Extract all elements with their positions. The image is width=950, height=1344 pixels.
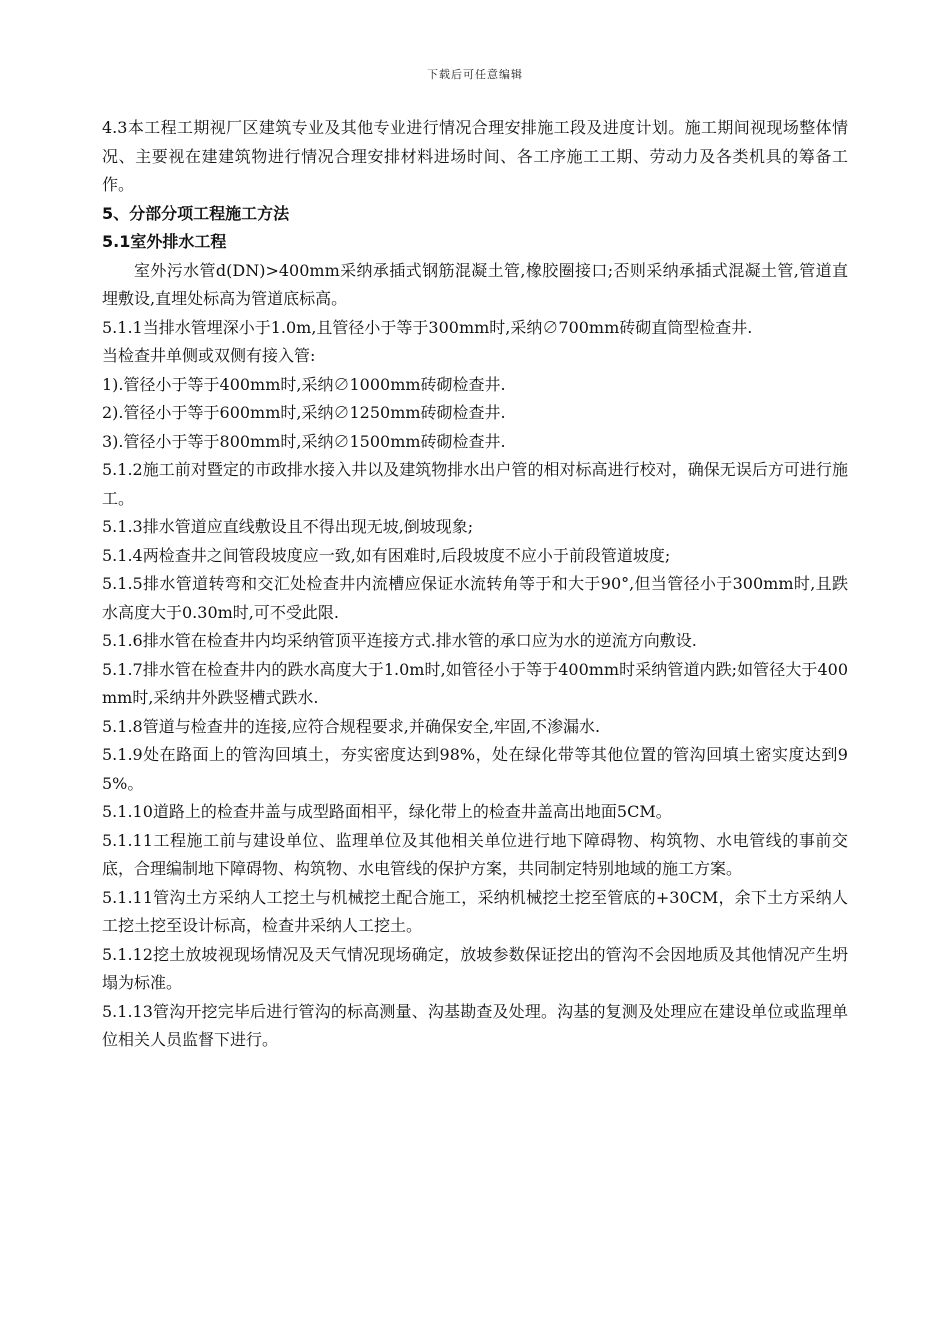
paragraph-5-1-1: 5.1.1当排水管埋深小于1.0m,且管径小于等于300mm时,采纳∅700mm砖砌直筒型检查井.	[102, 317, 753, 337]
paragraph-5-1-6: 5.1.6排水管在检查井内均采纳管顶平连接方式.排水管的承口应为水的逆流方向敷设.	[102, 631, 697, 650]
paragraph-5-1-11-a: 5.1.11工程施工前与建设单位、监理单位及其他相关单位进行地下障碍物、构筑物、水电管线的事前交底，合理编制地下障碍物、构筑物、水电管线的保护方案，共同制定特别地域的施工方案。	[102, 830, 848, 878]
section-heading-5-1: 5.1室外排水工程	[102, 232, 227, 251]
paragraph-5-1-3: 5.1.3排水管道应直线敷设且不得出现无坡,倒坡现象;	[102, 517, 474, 536]
page-header: 下载后可任意编辑	[427, 68, 523, 81]
paragraph-5-1-2: 5.1.2施工前对暨定的市政排水接入井以及建筑物排水出户管的相对标高进行校对，确保无误后方可进行施工。	[102, 460, 848, 508]
paragraph-5-1-8: 5.1.8管道与检查井的连接,应符合规程要求,并确保安全,牢固,不渗漏水.	[102, 716, 601, 736]
paragraph-5-1-13: 5.1.13管沟开挖完毕后进行管沟的标高测量、沟基勘查及处理。沟基的复测及处理应在建设单位或监理单位相关人员监督下进行。	[102, 1001, 848, 1049]
paragraph-5-1-12: 5.1.12挖土放坡视现场情况及天气情况现场确定，放坡参数保证挖出的管沟不会因地质及其他情况产生坍塌为标准。	[102, 944, 848, 992]
paragraph-5-1-7: 5.1.7排水管在检查井内的跌水高度大于1.0m时,如管径小于等于400mm时采纳管道内跌;如管径大于400mm时,采纳井外跌竖槽式跌水.	[102, 659, 848, 707]
section-heading-5: 5、分部分项工程施工方法	[102, 203, 290, 223]
paragraph-5-1-9: 5.1.9处在路面上的管沟回填土，夯实密度达到98%，处在绿化带等其他位置的管沟回填土密实度达到95%。	[102, 745, 848, 793]
paragraph-5-1-10: 5.1.10道路上的检查井盖与成型路面相平，绿化带上的检查井盖高出地面5CM。	[102, 802, 672, 821]
paragraph-5-1-4: 5.1.4两检查井之间管段坡度应一致,如有困难时,后段坡度不应小于前段管道坡度;	[102, 545, 671, 565]
paragraph-5-1-5: 5.1.5排水管道转弯和交汇处检查井内流槽应保证水流转角等于和大于90°,但当管径小于300mm时,且跌水高度大于0.30m时,可不受此限.	[102, 574, 848, 622]
list-item-2: 2).管径小于等于600mm时,采纳∅1250mm砖砌检查井.	[102, 403, 506, 422]
document-body	[102, 114, 848, 1055]
paragraph-inlet-condition: 当检查井单侧或双侧有接入管:	[102, 346, 316, 365]
list-item-3: 3).管径小于等于800mm时,采纳∅1500mm砖砌检查井.	[102, 431, 506, 451]
paragraph-5-1-11-b: 5.1.11管沟土方采纳人工挖土与机械挖土配合施工，采纳机械挖土挖至管底的+30CM，余下土方采纳人工挖土挖至设计标高，检查井采纳人工挖土。	[102, 887, 848, 935]
list-item-1: 1).管径小于等于400mm时,采纳∅1000mm砖砌检查井.	[102, 374, 506, 394]
paragraph-intro: 室外污水管d(DN)>400mm采纳承插式钢筋混凝土管,橡胶圈接口;否则采纳承插式混凝土管,管道直埋敷设,直埋处标高为管道底标高。	[102, 260, 848, 308]
paragraph-4-3: 4.3本工程工期视厂区建筑专业及其他专业进行情况合理安排施工段及进度计划。施工期间视现场整体情况、主要视在建建筑物进行情况合理安排材料进场时间、各工序施工工期、劳动力及各类机具的筹备工作。	[102, 118, 848, 194]
